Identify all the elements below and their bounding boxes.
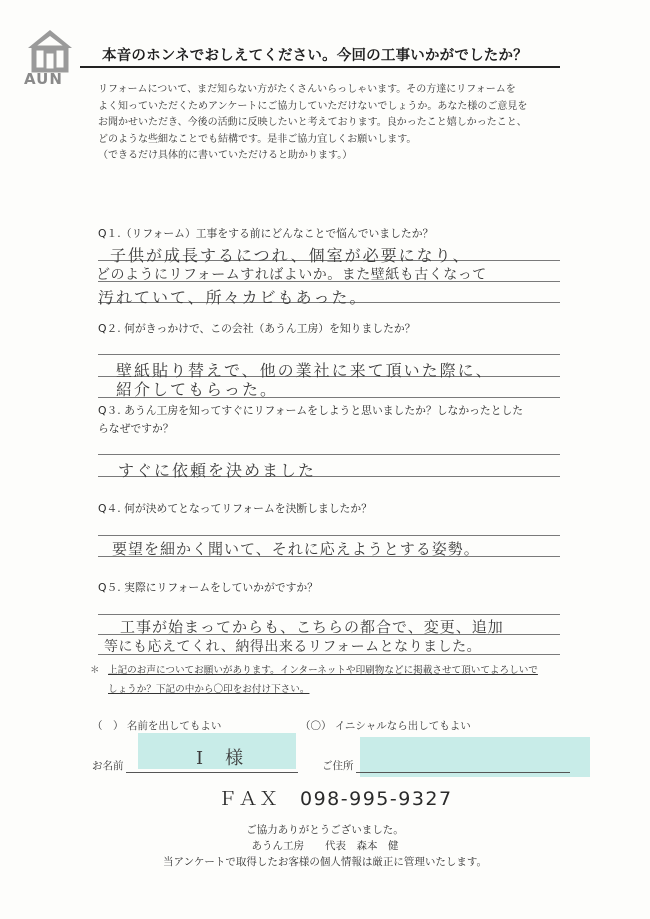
address-label: ご住所 [322, 760, 354, 772]
footer-privacy: 当アンケートで取得したお客様の個人情報は厳正に管理いたします。 [162, 856, 488, 868]
question-4-label: Q４. 何が決めてとなってリフォームを決断しましたか？ [98, 502, 372, 515]
option-initial [300, 718, 471, 733]
question-5-answer-line: 等にも応えてくれ、納得出来るリフォームとなりました。 [104, 639, 482, 655]
option-name [92, 718, 221, 733]
footer-company: あうん工房 代表 森本 健 [251, 840, 399, 852]
question-1-answer-line: どのようにリフォームすればよいか。また壁紙も古くなって [96, 267, 487, 283]
address-redaction-box [360, 737, 590, 777]
answer-line [98, 354, 560, 355]
question-5-label: Q５. 実際にリフォームをしていかがですか？ [98, 581, 318, 594]
answer-line [98, 454, 560, 455]
question-2-label: Q２. 何がきっかけで、この会社（あうん工房）を知りましたか？ [98, 322, 416, 335]
name-value: I 様 [196, 748, 246, 769]
title-underline [80, 66, 560, 68]
intro-line: お聞かせいただき、今後の活動に反映したいと考えております。良かったこと嬉しかったこと、 [98, 117, 527, 129]
option-initial-text: イニシャルなら出してもよい [334, 720, 471, 732]
fax-number: ＦＡＸ 098-995-9327 [218, 788, 453, 810]
option-initial-mark: （〇） [300, 720, 332, 732]
page-title: 本音のホンネでおしえてください。今回の工事いかがでしたか？ [102, 48, 528, 64]
name-label: お名前 [92, 760, 124, 772]
option-name-text: 名前を出してもよい [126, 720, 222, 732]
option-name-mark: （ ） [92, 720, 124, 732]
question-2-answer-line: 紹介してもらった。 [116, 380, 279, 399]
question-3-answer-line: すぐに依頼を決めました [118, 461, 317, 480]
note-line: しょうか？下記の中から〇印をお付け下さい。 [108, 684, 310, 695]
question-3-label [98, 402, 523, 438]
question-2-answer-line: 壁紙貼り替えで、他の業社に来て頂いた際に、 [116, 361, 494, 380]
question-5-answer-line: 工事が始まってからも、こちらの都合で、変更、追加 [120, 618, 504, 636]
name-underline [126, 772, 298, 773]
question-3-label-line: らなぜですか？ [98, 422, 174, 435]
house-logo-icon [22, 26, 78, 74]
address-underline [356, 772, 570, 773]
note-mark: ＊ [90, 665, 100, 676]
question-1-label: Q１.（リフォーム）工事をする前にどんなことで悩んでいましたか？ [98, 227, 434, 240]
question-1-answer-line: 汚れていて、所々カビもあった。 [98, 288, 368, 307]
intro-line: （できるだけ具体的に書いていただけると助かります。） [98, 150, 353, 162]
intro-line: どのような些細なことでも結構です。是非ご協力宜しくお願いします。 [98, 133, 417, 145]
logo-text: AUN [24, 70, 63, 88]
intro-text [98, 82, 578, 165]
answer-line [98, 535, 560, 536]
answer-line [98, 614, 560, 615]
intro-line: よく知っていただくためアンケートにご協力していただけないでしょうか。あなた様のご意見を [98, 100, 528, 112]
question-3-label-line: Q３. あうん工房を知ってすぐにリフォームをしようと思いましたか？しなかったとした [98, 404, 524, 417]
footer-thanks: ご協力ありがとうございました。 [246, 824, 404, 836]
question-4-answer-line: 要望を細かく聞いて、それに応えようとする姿勢。 [112, 540, 480, 558]
intro-line: リフォームについて、まだ知らない方がたくさんいらっしゃいます。その方達にリフォームを [98, 84, 516, 95]
note-line: 上記のお声についてお願いがあります。インターネットや印刷物などに掲載させて頂いてよろしいで [108, 665, 538, 676]
question-1-answer-line: 子供が成長するにつれ、個室が必要になり、 [110, 246, 471, 265]
